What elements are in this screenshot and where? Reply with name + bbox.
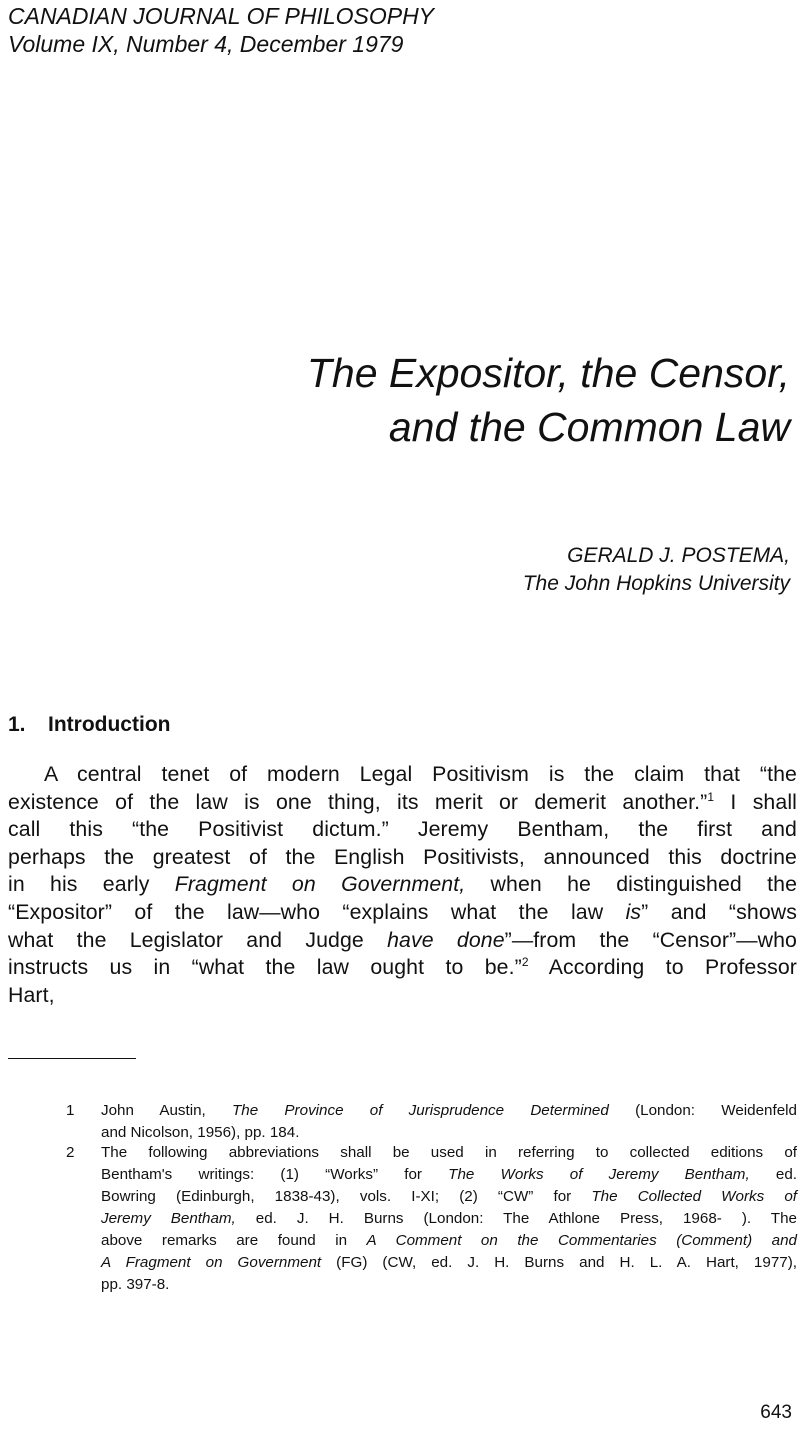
article-title-line-2: and the Common Law (388, 404, 790, 450)
body-line: in his early Fragment on Government, when he distinguished the (8, 872, 798, 897)
footnote-divider (8, 1058, 136, 1059)
body-line: A central tenet of modern Legal Positivism is the claim that “the (44, 762, 797, 786)
journal-header (8, 2, 434, 58)
body-line: existence of the law is one thing, its merit or demerit another.”$^1$ I shall (8, 789, 797, 814)
section-heading (8, 711, 170, 739)
body-line: instructs us in “what the law ought to be.”$^2$ According to Professor (8, 955, 797, 980)
body-paragraph (8, 761, 797, 1009)
footnote-ref-1: 1 (707, 789, 715, 804)
article-title (307, 346, 790, 454)
footnote-text: John Austin, The Province of Jurisprudence Determined (London: Weidenfeld and Nicolson, 1956), pp. 184. (101, 1102, 797, 1141)
section-title: Introduction (48, 713, 171, 736)
journal-name: CANADIAN JOURNAL OF PHILOSOPHY (8, 3, 435, 29)
body-line: perhaps the greatest of the English Positivists, announced this doctrine (8, 844, 797, 869)
author-name: GERALD J. POSTEMA, (567, 544, 790, 567)
footnote-number: 2 (66, 1144, 75, 1161)
footnote-ref-2: 2 (521, 955, 529, 970)
section-number: 1. (8, 713, 26, 736)
journal-volume: Volume IX, Number 4, December 1979 (8, 31, 404, 57)
body-line: call this “the Positivist dictum.” Jeremy Bentham, the first and (8, 817, 797, 842)
footnote-2 (66, 1142, 797, 1296)
author-affiliation: The John Hopkins University (522, 572, 790, 595)
footnote-text: The following abbreviations shall be used in referring to collected editions of Bentham's writings: (1) “Works” for The Works of Jeremy Bentham, ed. Bowring (Edinburgh, 1838-43), vols. I-XI; (2) “CW” for The Collected Works of Jeremy Bentham, ed. J. H. Burns (London: The Athlone Press, 1968- ). The above remarks are found in A Comment on the Commentaries (Comment) and A Fragment on Government (FG) (CW, ed. J. H. Burns and H. L. A. Hart, 1977), pp. 397-8. (101, 1144, 797, 1293)
author-block (523, 542, 790, 598)
page-number: 643 (760, 1402, 792, 1423)
body-line: Hart, (8, 982, 55, 1007)
footnote-1 (66, 1100, 797, 1144)
body-line: “Expositor” of the law—who “explains what the law is” and “shows (8, 899, 797, 924)
footnote-number: 1 (66, 1102, 75, 1119)
article-title-line-1: The Expositor, the Censor, (306, 350, 790, 396)
body-line: what the Legislator and Judge have done”—from the “Censor”—who (8, 927, 797, 952)
